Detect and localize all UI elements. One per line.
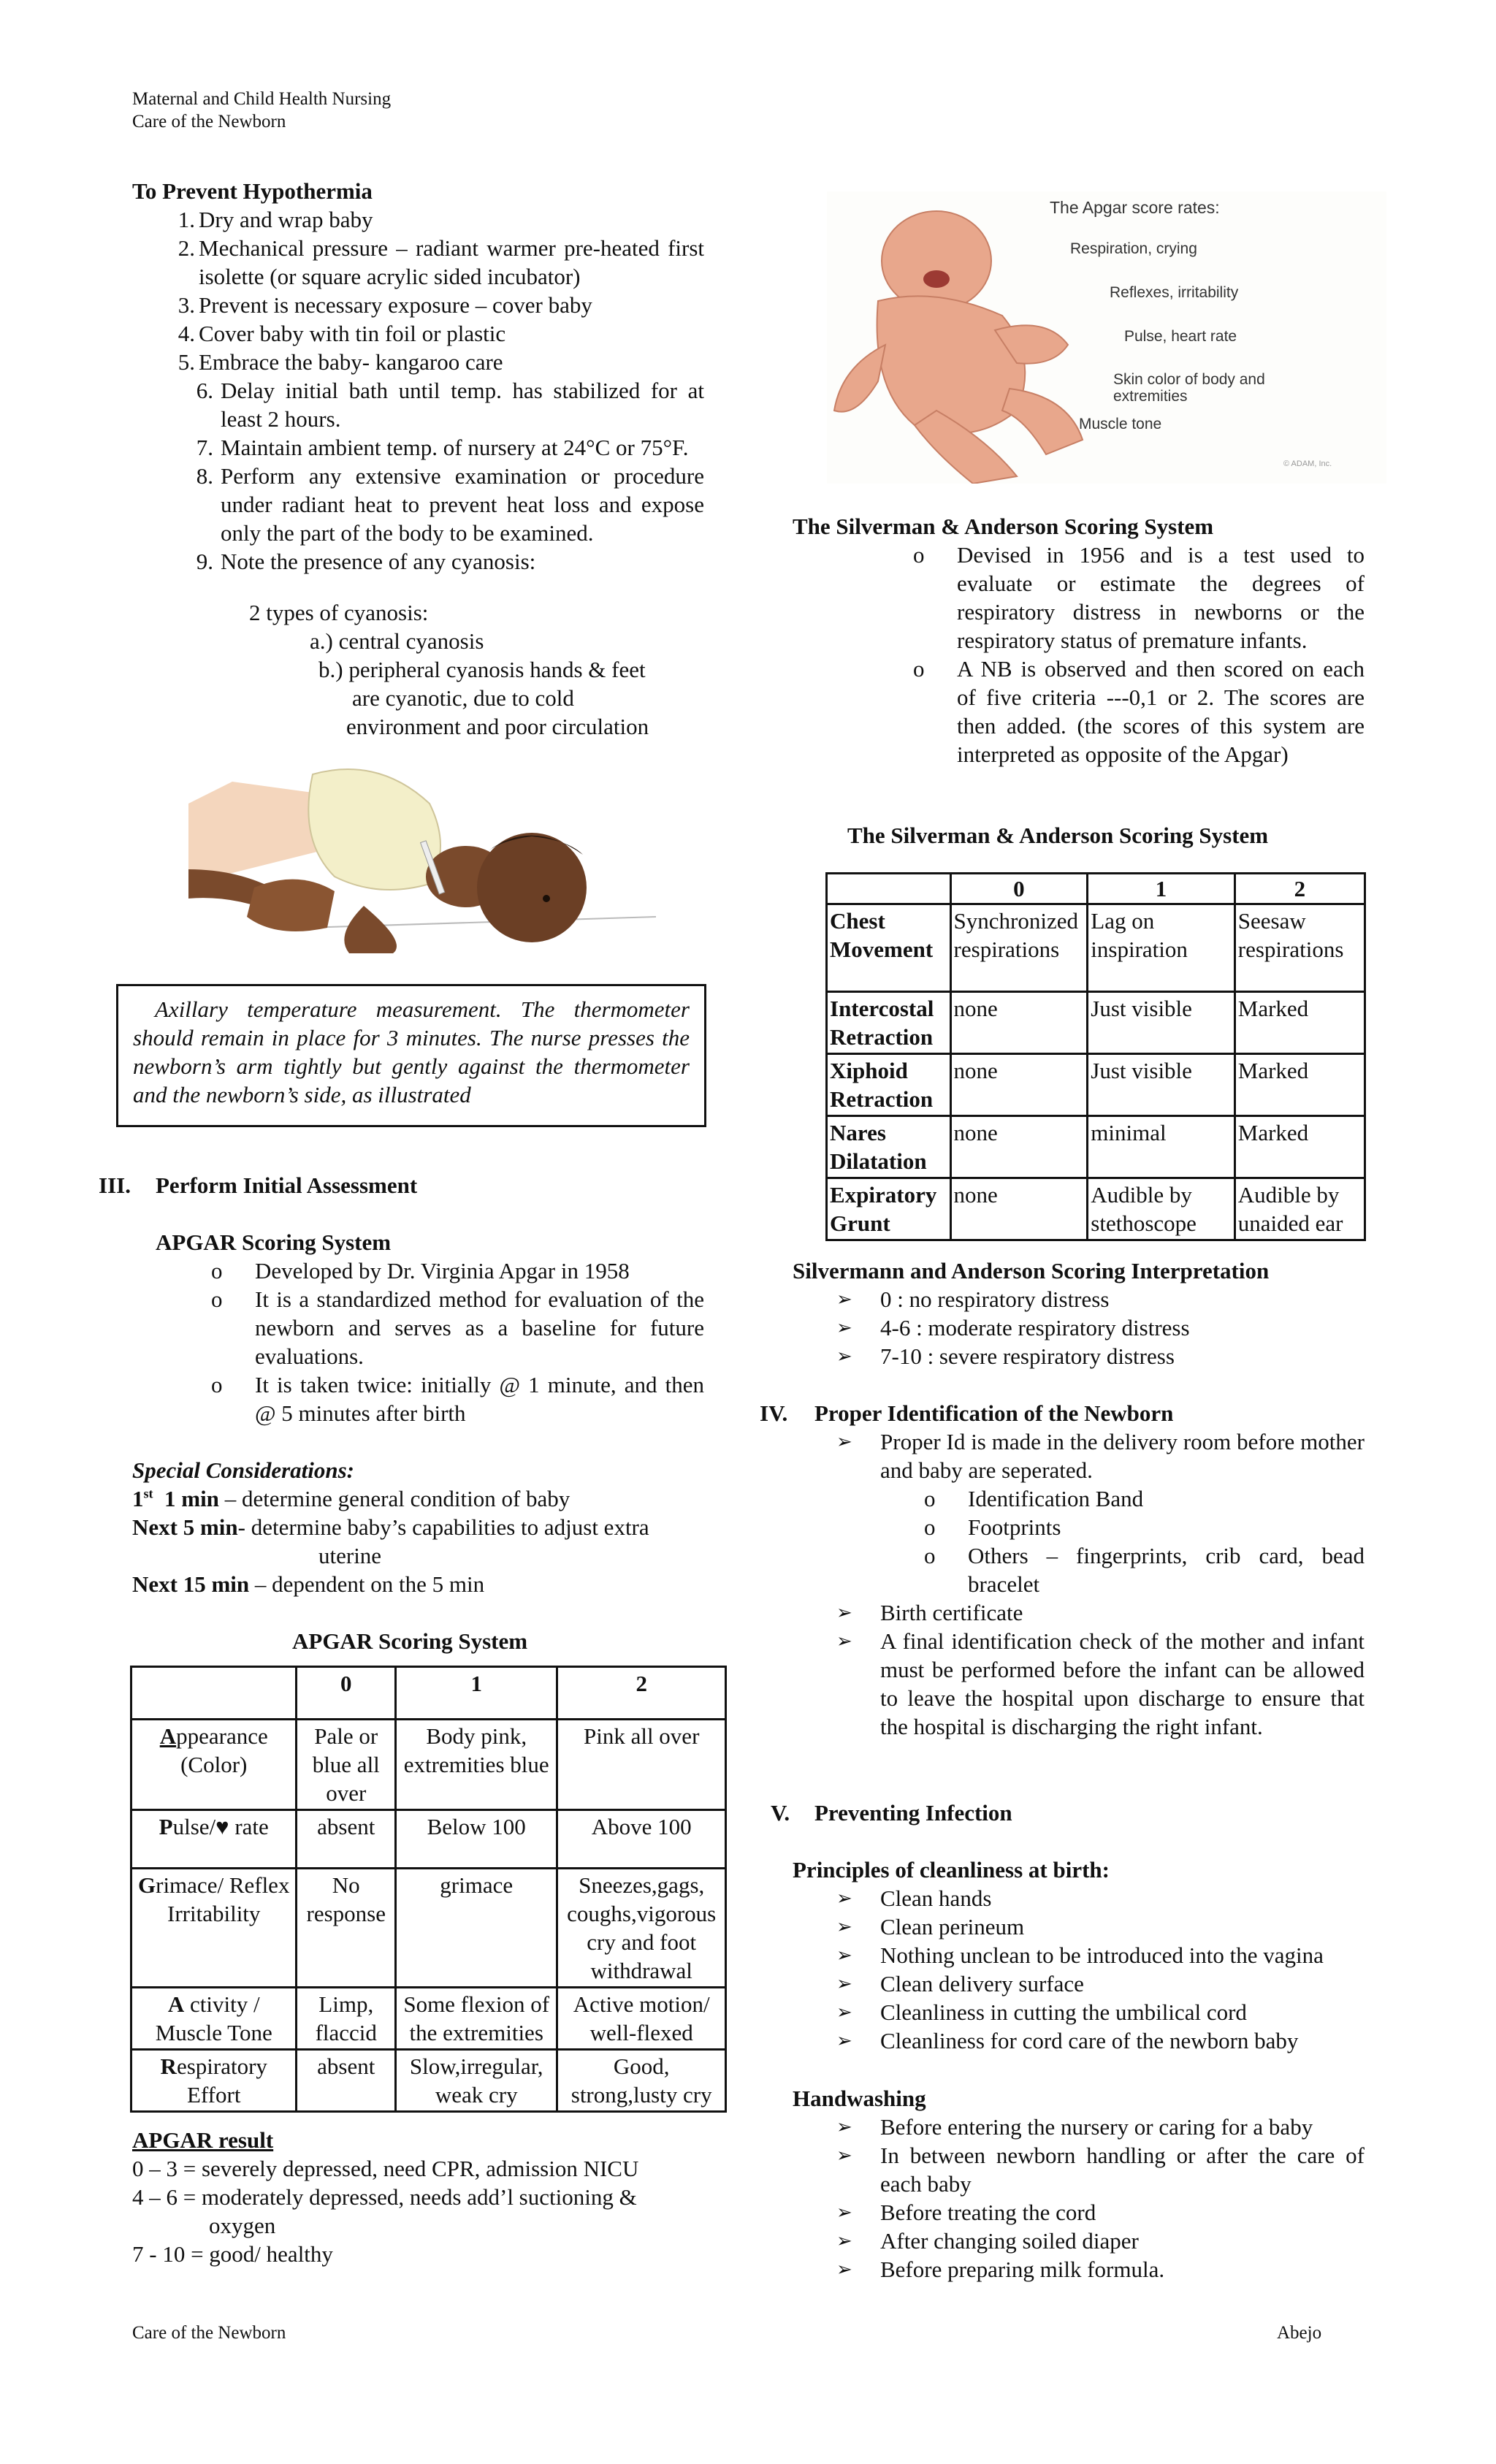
list-text: Maintain ambient temp. of nursery at 24°C or 75°F. <box>221 435 689 460</box>
table-cell: Good, strong,lusty cry <box>557 2050 726 2112</box>
table-cell: none <box>950 1054 1088 1116</box>
apgar-result-line-1: 0 – 3 = severely depressed, need CPR, admission NICU <box>132 2156 639 2181</box>
list-item: ➢ Clean delivery surface <box>836 1971 1084 1996</box>
apgar-result-line-2b: oxygen <box>209 2213 276 2238</box>
table-row <box>131 1720 726 1810</box>
next-5-min-line2: uterine <box>318 1543 382 1568</box>
table-cell: Marked <box>1234 1116 1365 1178</box>
table-cell: Body pink, extremities blue <box>396 1720 557 1810</box>
table-cell: minimal <box>1088 1116 1234 1178</box>
list-item: o Footprints <box>924 1514 1061 1540</box>
running-header <box>132 88 391 133</box>
table-cell: Just visible <box>1088 992 1234 1054</box>
list-number: 9. <box>196 549 213 574</box>
arrow-bullet-icon: ➢ <box>836 1973 852 1994</box>
table-row <box>827 1116 1365 1178</box>
table-header-cell: 1 <box>1088 874 1234 904</box>
handwashing-list <box>836 2113 1365 2284</box>
arrow-bullet-icon: ➢ <box>836 1431 852 1452</box>
list-item: ➢ 4-6 : moderate respiratory distress <box>836 1315 1190 1340</box>
table-cell: none <box>950 1116 1088 1178</box>
silverman-bullets <box>913 541 1365 768</box>
list-item <box>177 376 704 433</box>
apgar-image-label: Pulse, heart rate <box>1124 328 1237 345</box>
table-cell: Chest Movement <box>827 904 951 992</box>
apgar-image-label: Skin color of body and extremities <box>1113 371 1265 405</box>
list-item <box>177 205 704 234</box>
list-text: Dry and wrap baby <box>199 207 373 232</box>
list-item: ➢ A final identification check of the mother and infant must be performed before the infant can be allowed to leave the hospital upon discharge to ensure that the hospital is discharging the right infant. <box>836 1628 1365 1739</box>
list-number: 5. <box>178 349 195 375</box>
list-item: ➢ After changing soiled diaper <box>836 2228 1139 2254</box>
arrow-bullet-icon: ➢ <box>836 1945 852 1966</box>
table-header-cell: 2 <box>1234 874 1365 904</box>
table-row <box>131 1869 726 1988</box>
arrow-bullet-icon: ➢ <box>836 2230 852 2251</box>
silverman-title: The Silverman & Anderson Scoring System <box>793 514 1214 539</box>
table-header-cell: 0 <box>950 874 1088 904</box>
list-number: 6. <box>196 378 213 403</box>
silverman-interpretation-list <box>836 1285 1348 1370</box>
table-cell: Marked <box>1234 1054 1365 1116</box>
list-item <box>177 348 704 376</box>
table-row <box>131 1988 726 2050</box>
special-considerations-title: Special Considerations: <box>132 1457 355 1483</box>
arrow-bullet-icon: ➢ <box>836 2116 852 2137</box>
apgar-image-label: Reflexes, irritability <box>1110 284 1239 301</box>
section-3-numeral: III. <box>99 1172 131 1198</box>
apgar-heading: APGAR Scoring System <box>156 1229 392 1255</box>
table-cell: Limp, flaccid <box>297 1988 396 2050</box>
section-3-title: Perform Initial Assessment <box>156 1172 418 1198</box>
list-item: o Developed by Dr. Virginia Apgar in 1958 <box>211 1258 630 1284</box>
arrow-bullet-icon: ➢ <box>836 2259 852 2280</box>
baby-shirt <box>308 769 440 890</box>
table-cell: Audible by stethoscope <box>1088 1178 1234 1240</box>
list-item <box>177 234 704 291</box>
list-item: ➢ 0 : no respiratory distress <box>836 1286 1110 1312</box>
table-row <box>827 1054 1365 1116</box>
peripheral-cyanosis: b.) peripheral cyanosis hands & feet <box>318 657 646 682</box>
handwashing-title: Handwashing <box>793 2086 926 2111</box>
list-item: ➢ Birth certificate <box>836 1600 1023 1625</box>
apgar-result-title: APGAR result <box>132 2127 274 2153</box>
list-item: ➢ In between newborn handling or after the care of each baby <box>836 2143 1365 2197</box>
table-cell: Synchronized respirations <box>950 904 1088 992</box>
list-number: 8. <box>196 463 213 489</box>
table-row <box>131 2050 726 2112</box>
section-4-numeral: IV. <box>760 1400 788 1426</box>
next-5-min-line: Next 5 min- determine baby’s capabilities to adjust extra <box>132 1514 649 1540</box>
peripheral-cyanosis-line3: environment and poor circulation <box>346 714 649 739</box>
apgar-score-illustration <box>827 191 1386 484</box>
table-header-cell: 2 <box>557 1667 726 1720</box>
table-row <box>131 1667 726 1720</box>
peripheral-cyanosis-line2: are cyanotic, due to cold <box>352 685 574 711</box>
list-text: Note the presence of any cyanosis: <box>221 549 536 574</box>
table-cell: Respiratory Effort <box>131 2050 297 2112</box>
table-row <box>131 1810 726 1869</box>
newborn-figure <box>834 211 1083 484</box>
table-row <box>827 874 1365 904</box>
list-number: 2. <box>178 235 195 261</box>
table-row <box>827 904 1365 992</box>
list-text: Mechanical pressure – radiant warmer pre-heated first isolette (or square acrylic sided incubator) <box>199 235 704 289</box>
header-course: Maternal and Child Health Nursing <box>132 89 392 109</box>
table-header-cell <box>131 1667 297 1720</box>
table-cell: A ctivity / Muscle Tone <box>131 1988 297 2050</box>
list-number: 4. <box>178 321 195 346</box>
principles-title: Principles of cleanliness at birth: <box>793 1857 1110 1883</box>
list-item <box>177 547 704 576</box>
table-cell: Marked <box>1234 992 1365 1054</box>
arrow-bullet-icon: ➢ <box>836 1602 852 1623</box>
list-number: 7. <box>196 435 213 460</box>
table-cell: grimace <box>396 1869 557 1988</box>
arrow-bullet-icon: ➢ <box>836 2145 852 2166</box>
list-item: ➢ Cleanliness in cutting the umbilical cord <box>836 1999 1247 2025</box>
table-cell: Seesaw respirations <box>1234 904 1365 992</box>
list-text: Perform any extensive examination or procedure under radiant heat to prevent heat loss and expose only the part of the body to be examined. <box>221 463 704 546</box>
list-item: o Devised in 1956 and is a test used to evaluate or estimate the degrees of respiratory distress in newborns or the respiratory status of premature infants. <box>913 542 1365 653</box>
table-cell: Above 100 <box>557 1810 726 1869</box>
list-number: 3. <box>178 292 195 318</box>
list-text: Prevent is necessary exposure – cover baby <box>199 292 592 318</box>
axillary-temperature-illustration <box>188 760 656 972</box>
table-cell: Grimace/ Reflex Irritability <box>131 1869 297 1988</box>
table-cell: Expiratory Grunt <box>827 1178 951 1240</box>
arrow-bullet-icon: ➢ <box>836 1346 852 1367</box>
section-4-title: Proper Identification of the Newborn <box>814 1400 1174 1426</box>
table-cell: Some flexion of the extremities <box>396 1988 557 2050</box>
list-item: o Others – fingerprints, crib card, bead bracelet <box>924 1543 1365 1597</box>
list-item: ➢ Clean hands <box>836 1885 992 1911</box>
table-cell: Just visible <box>1088 1054 1234 1116</box>
table-header-cell <box>827 874 951 904</box>
arrow-bullet-icon: ➢ <box>836 1916 852 1937</box>
arrow-bullet-icon: ➢ <box>836 2030 852 2051</box>
arrow-bullet-icon: ➢ <box>836 1888 852 1909</box>
table-cell: Sneezes,gags, coughs,vigorous cry and foot withdrawal <box>557 1869 726 1988</box>
baby-head <box>477 833 587 942</box>
list-item: o Identification Band <box>924 1486 1144 1511</box>
identification-sublist <box>836 1484 1365 1598</box>
identification-list <box>836 1427 1365 1741</box>
table-cell: none <box>950 1178 1088 1240</box>
silverman-table-title: The Silverman & Anderson Scoring System <box>847 823 1269 848</box>
table-row <box>827 992 1365 1054</box>
arrow-bullet-icon: ➢ <box>836 2002 852 2023</box>
apgar-table-title: APGAR Scoring System <box>292 1628 528 1654</box>
table-cell: Intercostal Retraction <box>827 992 951 1054</box>
apgar-table <box>130 1666 727 2113</box>
first-min-line: 1st 1 min – determine general condition of baby <box>132 1486 570 1511</box>
table-cell: none <box>950 992 1088 1054</box>
list-item: ➢ 7-10 : severe respiratory distress <box>836 1343 1175 1369</box>
table-cell: Pulse/♥ rate <box>131 1810 297 1869</box>
list-item: o A NB is observed and then scored on each of five criteria ---0,1 or 2. The scores are then added. (the scores of this system are interpreted as opposite of the Apgar) <box>913 656 1365 767</box>
list-item: o It is taken twice: initially @ 1 minute, and then @ 5 minutes after birth <box>211 1372 704 1426</box>
table-cell: Slow,irregular, weak cry <box>396 2050 557 2112</box>
silverman-table <box>825 872 1366 1241</box>
table-cell: Pale or blue all over <box>297 1720 396 1810</box>
header-topic: Care of the Newborn <box>132 112 286 131</box>
apgar-image-label: Muscle tone <box>1079 416 1162 432</box>
silverman-interpretation-title: Silvermann and Anderson Scoring Interpretation <box>793 1258 1270 1284</box>
list-item: ➢ Before treating the cord <box>836 2200 1096 2225</box>
apgar-bullets <box>211 1256 704 1427</box>
list-number: 1. <box>178 207 195 232</box>
table-cell: Nares Dilatation <box>827 1116 951 1178</box>
apgar-image-credit: © ADAM, Inc. <box>1283 459 1332 468</box>
list-item: ➢ Proper Id is made in the delivery room before mother and baby are seperated. <box>836 1429 1365 1483</box>
arrow-bullet-icon: ➢ <box>836 1289 852 1310</box>
apgar-image-label: Respiration, crying <box>1070 240 1197 257</box>
section-5-title: Preventing Infection <box>814 1800 1012 1826</box>
list-text: Embrace the baby- kangaroo care <box>199 349 503 375</box>
table-cell: Appearance (Color) <box>131 1720 297 1810</box>
illustration-caption: Axillary temperature measurement. The thermometer should remain in place for 3 minutes. The nurse presses the newborn’s arm tightly but gently against the thermometer and the newborn’s side, as illustrated <box>116 984 706 1127</box>
list-item: ➢ Before entering the nursery or caring for a baby <box>836 2114 1313 2140</box>
table-cell: absent <box>297 2050 396 2112</box>
list-text: Delay initial bath until temp. has stabilized for at least 2 hours. <box>221 378 704 432</box>
table-cell: No response <box>297 1869 396 1988</box>
hypothermia-title: To Prevent Hypothermia <box>132 178 373 204</box>
list-item: ➢ Before preparing milk formula. <box>836 2257 1165 2282</box>
table-header-cell: 0 <box>297 1667 396 1720</box>
cyanosis-types: 2 types of cyanosis: <box>249 600 429 625</box>
table-header-cell: 1 <box>396 1667 557 1720</box>
central-cyanosis: a.) central cyanosis <box>310 628 484 654</box>
table-cell: Below 100 <box>396 1810 557 1869</box>
apgar-image-heading: The Apgar score rates: <box>1050 198 1220 217</box>
list-item <box>177 433 704 462</box>
hypothermia-list <box>177 205 704 576</box>
apgar-result-line-2: 4 – 6 = moderately depressed, needs add’l suctioning & <box>132 2184 637 2210</box>
table-cell: Xiphoid Retraction <box>827 1054 951 1116</box>
list-item: ➢ Nothing unclean to be introduced into the vagina <box>836 1942 1324 1968</box>
table-cell: Lag on inspiration <box>1088 904 1234 992</box>
arrow-bullet-icon: ➢ <box>836 1630 852 1652</box>
footer-right: Abejo <box>1277 2323 1322 2343</box>
footer-left: Care of the Newborn <box>132 2323 286 2343</box>
table-cell: Active motion/ well-flexed <box>557 1988 726 2050</box>
section-5-numeral: V. <box>771 1800 790 1826</box>
list-item <box>177 462 704 547</box>
apgar-result-line-3: 7 - 10 = good/ healthy <box>132 2241 333 2267</box>
table-row <box>827 1178 1365 1240</box>
list-item <box>177 319 704 348</box>
next-15-min-line: Next 15 min – dependent on the 5 min <box>132 1571 485 1597</box>
table-cell: Pink all over <box>557 1720 726 1810</box>
list-item: o It is a standardized method for evaluation of the newborn and serves as a baseline for future evaluations. <box>211 1286 704 1369</box>
arrow-bullet-icon: ➢ <box>836 1317 852 1338</box>
list-item: ➢ Clean perineum <box>836 1914 1025 1939</box>
arrow-bullet-icon: ➢ <box>836 2202 852 2223</box>
list-item <box>177 291 704 319</box>
principles-list <box>836 1884 1365 2055</box>
table-cell: absent <box>297 1810 396 1869</box>
list-text: Cover baby with tin foil or plastic <box>199 321 506 346</box>
table-cell: Audible by unaided ear <box>1234 1178 1365 1240</box>
list-item: ➢ Cleanliness for cord care of the newborn baby <box>836 2028 1299 2053</box>
